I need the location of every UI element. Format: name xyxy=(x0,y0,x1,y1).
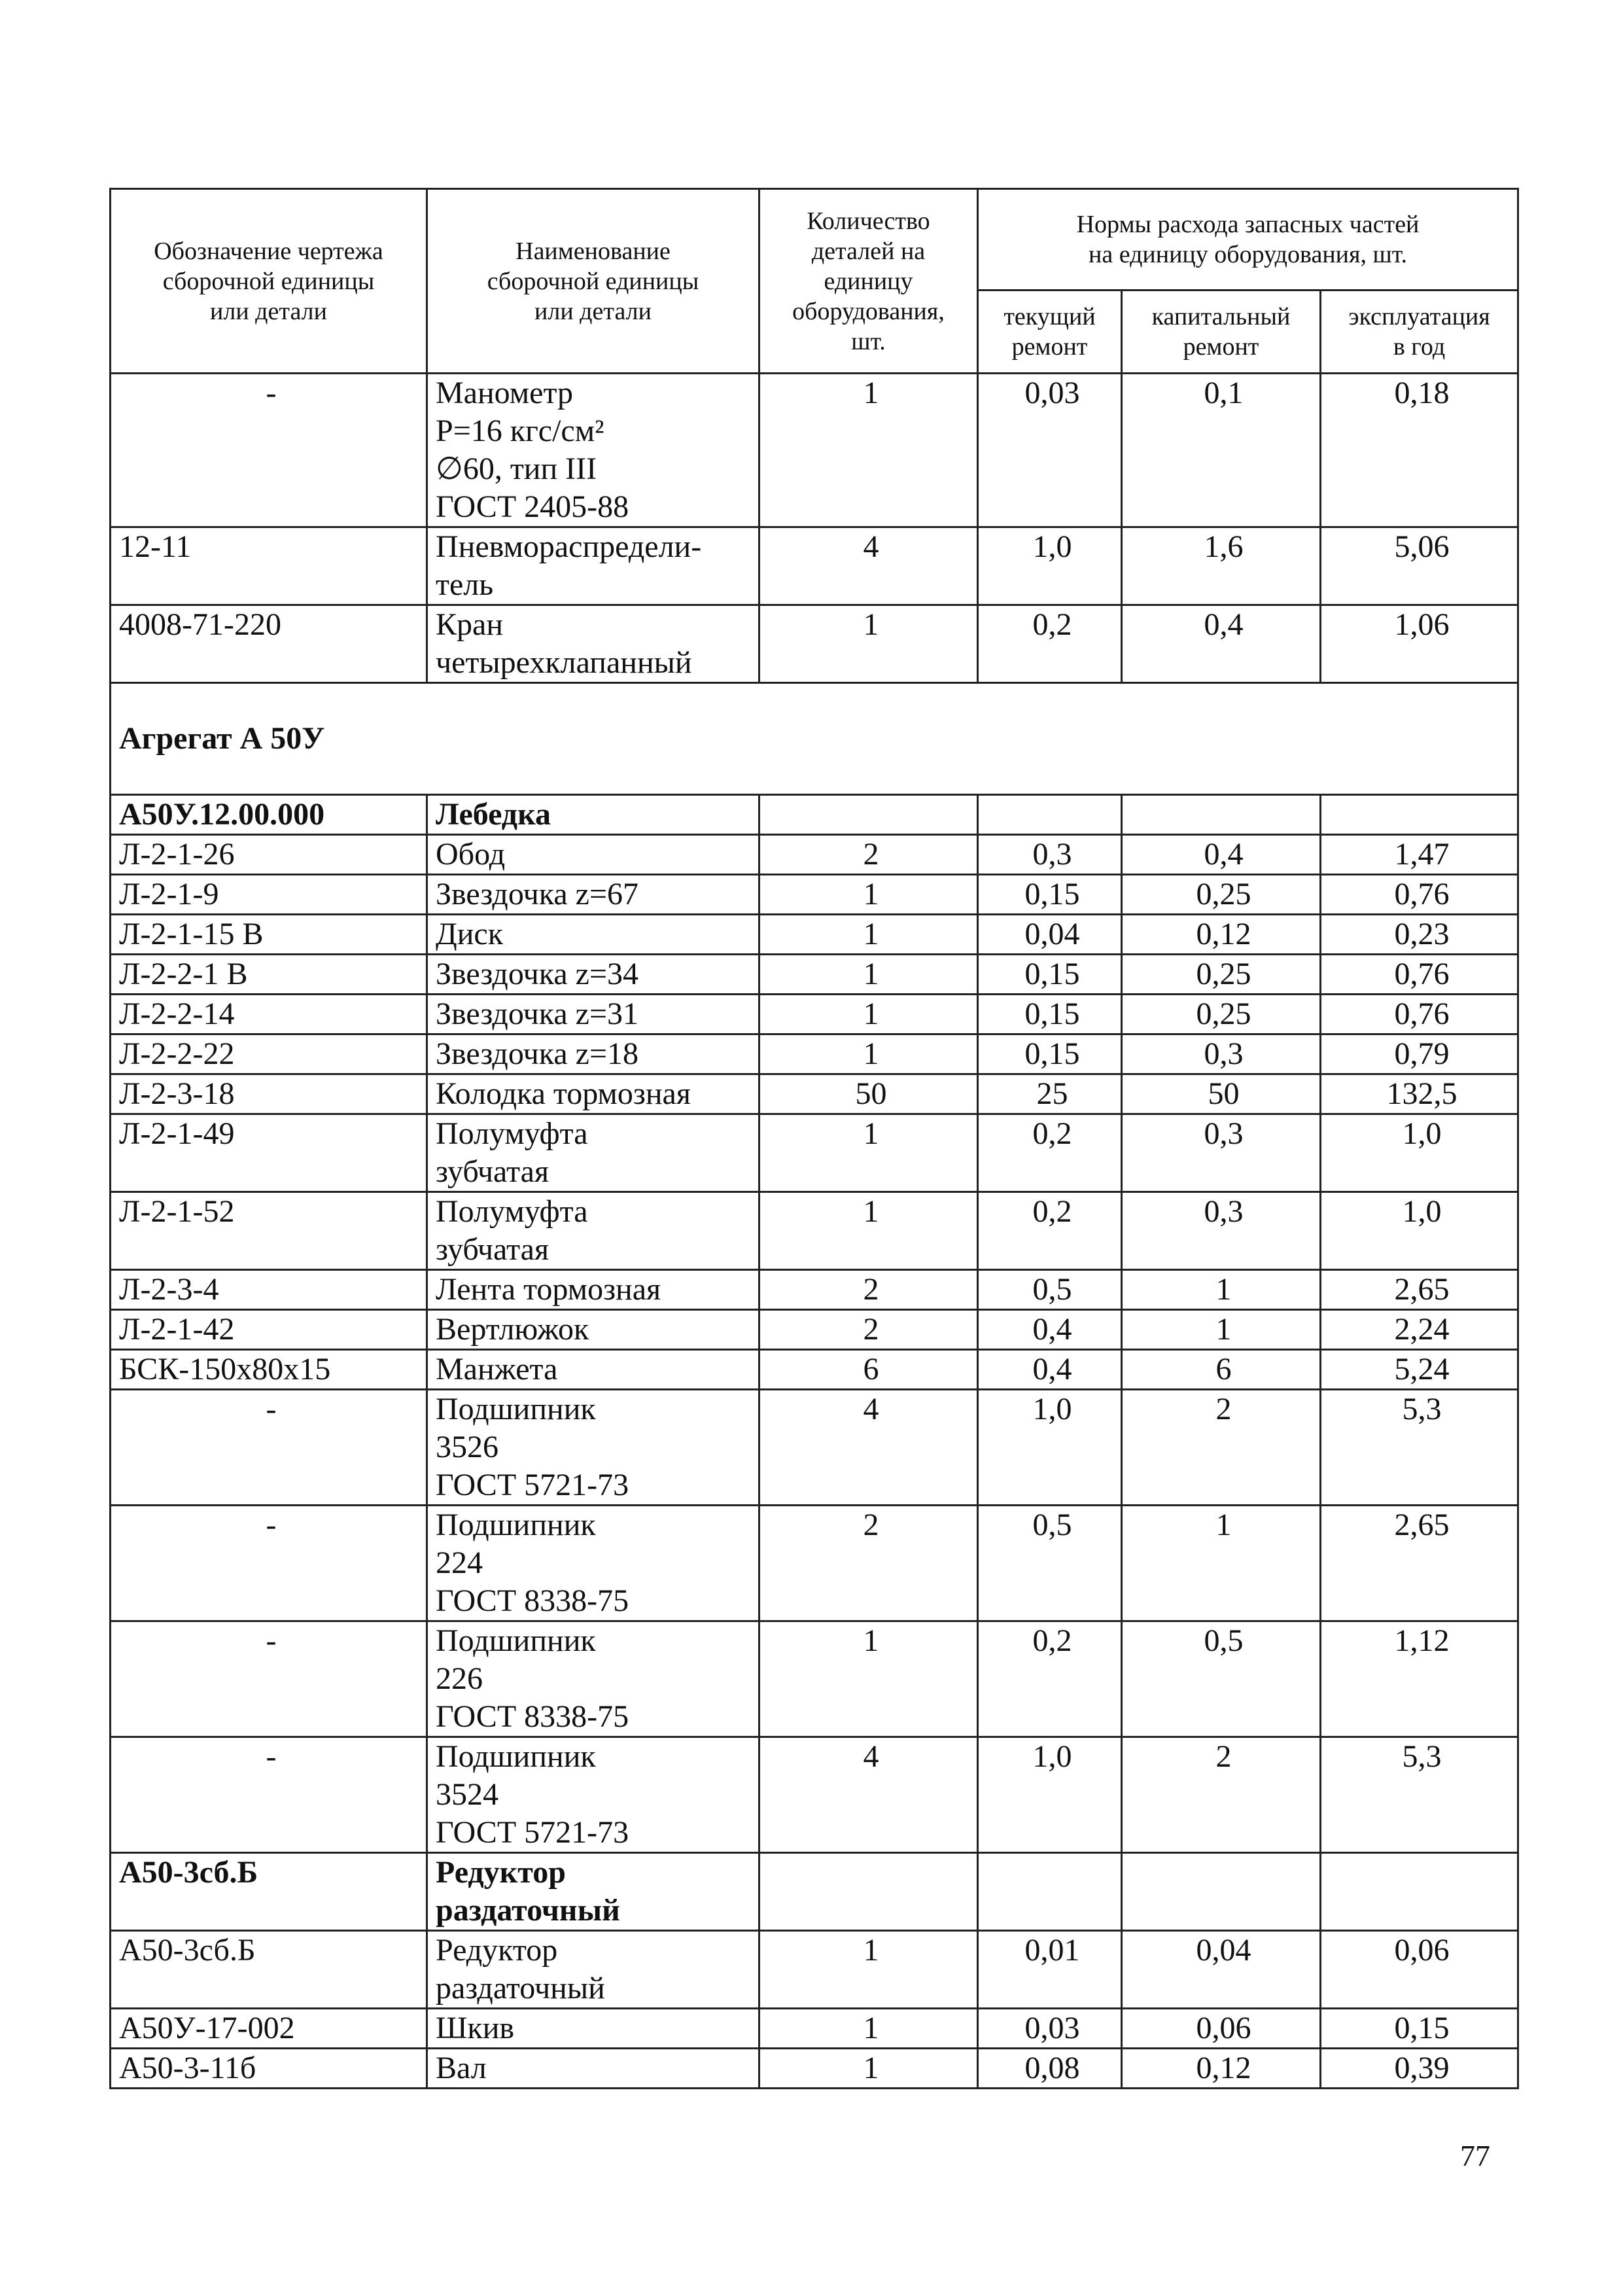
cell-designation: Л-2-1-52 xyxy=(111,1192,427,1270)
cell-designation: А50-3сб.Б xyxy=(111,1853,427,1931)
cell-operation-year: 1,12 xyxy=(1321,1621,1518,1737)
cell-capital-repair: 0,3 xyxy=(1122,1192,1321,1270)
table-row xyxy=(111,1350,1518,1390)
cell-operation-year: 1,47 xyxy=(1321,835,1518,875)
cell-designation: А50У-17-002 xyxy=(111,2009,427,2049)
cell-capital-repair: 0,1 xyxy=(1122,374,1321,527)
cell-quantity: 50 xyxy=(759,1074,978,1114)
cell-name: Шкив xyxy=(427,2009,759,2049)
cell-capital-repair: 6 xyxy=(1122,1350,1321,1390)
cell-name: Лента тормозная xyxy=(427,1270,759,1310)
cell-quantity: 2 xyxy=(759,1270,978,1310)
table-body-part1 xyxy=(111,374,1518,683)
cell-operation-year: 2,65 xyxy=(1321,1506,1518,1621)
cell-capital-repair: 1,6 xyxy=(1122,527,1321,605)
cell-operation-year: 5,3 xyxy=(1321,1390,1518,1506)
cell-operation-year: 5,24 xyxy=(1321,1350,1518,1390)
table-body-part2 xyxy=(111,795,1518,2089)
cell-quantity: 2 xyxy=(759,1310,978,1350)
cell-quantity: 2 xyxy=(759,835,978,875)
cell-operation-year: 0,76 xyxy=(1321,875,1518,915)
cell-capital-repair: 0,3 xyxy=(1122,1114,1321,1192)
cell-quantity: 1 xyxy=(759,995,978,1034)
cell-current-repair: 0,15 xyxy=(978,955,1122,995)
table-row xyxy=(111,1506,1518,1621)
cell-designation: Л-2-2-22 xyxy=(111,1034,427,1074)
spare-parts-table xyxy=(109,188,1519,2089)
cell-name: Звездочка z=67 xyxy=(427,875,759,915)
cell-name: Лебедка xyxy=(427,795,759,835)
table-row xyxy=(111,1737,1518,1853)
cell-name: Обод xyxy=(427,835,759,875)
header-quantity: Количество деталей на единицу оборудования, шт. xyxy=(759,189,978,374)
cell-current-repair: 0,15 xyxy=(978,1034,1122,1074)
cell-designation: - xyxy=(111,374,427,527)
cell-operation-year: 0,23 xyxy=(1321,915,1518,955)
cell-capital-repair: 1 xyxy=(1122,1310,1321,1350)
cell-current-repair: 1,0 xyxy=(978,1737,1122,1853)
cell-name: Подшипник 3524 ГОСТ 5721-73 xyxy=(427,1737,759,1853)
cell-name: Манжета xyxy=(427,1350,759,1390)
cell-operation-year: 5,06 xyxy=(1321,527,1518,605)
cell-name: Подшипник 3526 ГОСТ 5721-73 xyxy=(427,1390,759,1506)
table-row xyxy=(111,1074,1518,1114)
header-operation-year: эксплуатация в год xyxy=(1321,291,1518,374)
cell-current-repair: 0,03 xyxy=(978,374,1122,527)
cell-designation: Л-2-1-49 xyxy=(111,1114,427,1192)
cell-operation-year: 1,0 xyxy=(1321,1192,1518,1270)
header-capital-repair: капитальный ремонт xyxy=(1122,291,1321,374)
cell-designation: 4008-71-220 xyxy=(111,605,427,683)
cell-designation: Л-2-1-15 В xyxy=(111,915,427,955)
table-row xyxy=(111,835,1518,875)
table-row xyxy=(111,915,1518,955)
cell-designation: Л-2-1-26 xyxy=(111,835,427,875)
table-row xyxy=(111,2009,1518,2049)
group-title: Агрегат А 50У xyxy=(111,683,1518,795)
cell-capital-repair: 0,25 xyxy=(1122,995,1321,1034)
cell-operation-year: 0,39 xyxy=(1321,2049,1518,2089)
cell-name: Полумуфта зубчатая xyxy=(427,1192,759,1270)
table-row xyxy=(111,605,1518,683)
header-current-repair: текущий ремонт xyxy=(978,291,1122,374)
cell-name: Подшипник 226 ГОСТ 8338-75 xyxy=(427,1621,759,1737)
cell-name: Колодка тормозная xyxy=(427,1074,759,1114)
cell-capital-repair: 0,4 xyxy=(1122,605,1321,683)
group-section xyxy=(111,683,1518,795)
table-row xyxy=(111,1310,1518,1350)
cell-current-repair: 0,4 xyxy=(978,1310,1122,1350)
cell-current-repair: 1,0 xyxy=(978,527,1122,605)
cell-name: Звездочка z=31 xyxy=(427,995,759,1034)
cell-operation-year: 132,5 xyxy=(1321,1074,1518,1114)
cell-quantity: 4 xyxy=(759,527,978,605)
cell-designation: Л-2-2-14 xyxy=(111,995,427,1034)
cell-current-repair: 0,2 xyxy=(978,605,1122,683)
table-row xyxy=(111,1621,1518,1737)
cell-current-repair: 0,2 xyxy=(978,1192,1122,1270)
table-row xyxy=(111,374,1518,527)
cell-current-repair: 1,0 xyxy=(978,1390,1122,1506)
cell-current-repair xyxy=(978,1853,1122,1931)
cell-quantity: 1 xyxy=(759,1621,978,1737)
cell-operation-year xyxy=(1321,1853,1518,1931)
cell-capital-repair: 50 xyxy=(1122,1074,1321,1114)
cell-name: Пневмораспредели- тель xyxy=(427,527,759,605)
cell-capital-repair: 0,04 xyxy=(1122,1931,1321,2009)
cell-operation-year xyxy=(1321,795,1518,835)
cell-quantity: 2 xyxy=(759,1506,978,1621)
cell-designation: - xyxy=(111,1506,427,1621)
cell-capital-repair: 2 xyxy=(1122,1390,1321,1506)
cell-current-repair: 0,08 xyxy=(978,2049,1122,2089)
cell-operation-year: 1,06 xyxy=(1321,605,1518,683)
cell-operation-year: 0,15 xyxy=(1321,2009,1518,2049)
cell-quantity xyxy=(759,1853,978,1931)
cell-quantity: 1 xyxy=(759,374,978,527)
cell-capital-repair: 0,06 xyxy=(1122,2009,1321,2049)
cell-capital-repair: 0,3 xyxy=(1122,1034,1321,1074)
cell-operation-year: 0,79 xyxy=(1321,1034,1518,1074)
cell-designation: БСК-150х80х15 xyxy=(111,1350,427,1390)
cell-name: Диск xyxy=(427,915,759,955)
cell-quantity: 1 xyxy=(759,915,978,955)
table-row xyxy=(111,955,1518,995)
cell-quantity xyxy=(759,795,978,835)
table-row xyxy=(111,2049,1518,2089)
cell-quantity: 4 xyxy=(759,1737,978,1853)
cell-current-repair: 0,5 xyxy=(978,1506,1122,1621)
cell-current-repair: 0,3 xyxy=(978,835,1122,875)
cell-operation-year: 0,18 xyxy=(1321,374,1518,527)
cell-name: Полумуфта зубчатая xyxy=(427,1114,759,1192)
cell-current-repair: 0,4 xyxy=(978,1350,1122,1390)
cell-name: Подшипник 224 ГОСТ 8338-75 xyxy=(427,1506,759,1621)
cell-designation: Л-2-1-42 xyxy=(111,1310,427,1350)
header-norms: Нормы расхода запасных частей на единицу оборудования, шт. xyxy=(978,189,1518,291)
table-row xyxy=(111,1931,1518,2009)
cell-name: Редуктор раздаточный xyxy=(427,1931,759,2009)
cell-current-repair: 0,15 xyxy=(978,995,1122,1034)
cell-capital-repair: 0,12 xyxy=(1122,2049,1321,2089)
cell-designation: А50У.12.00.000 xyxy=(111,795,427,835)
cell-designation: Л-2-2-1 В xyxy=(111,955,427,995)
cell-designation: 12-11 xyxy=(111,527,427,605)
table-row xyxy=(111,1114,1518,1192)
cell-name: Манометр Р=16 кгс/см² ∅60, тип III ГОСТ 2405-88 xyxy=(427,374,759,527)
cell-capital-repair: 0,25 xyxy=(1122,875,1321,915)
cell-capital-repair: 2 xyxy=(1122,1737,1321,1853)
cell-capital-repair: 0,25 xyxy=(1122,955,1321,995)
cell-quantity: 4 xyxy=(759,1390,978,1506)
cell-current-repair: 0,5 xyxy=(978,1270,1122,1310)
cell-quantity: 1 xyxy=(759,605,978,683)
table-row xyxy=(111,1853,1518,1931)
header-designation: Обозначение чертежа сборочной единицы или детали xyxy=(111,189,427,374)
cell-current-repair: 0,01 xyxy=(978,1931,1122,2009)
cell-name: Вертлюжок xyxy=(427,1310,759,1350)
cell-current-repair: 0,15 xyxy=(978,875,1122,915)
cell-name: Звездочка z=18 xyxy=(427,1034,759,1074)
cell-quantity: 1 xyxy=(759,1114,978,1192)
cell-current-repair: 0,2 xyxy=(978,1114,1122,1192)
cell-quantity: 1 xyxy=(759,1192,978,1270)
cell-current-repair: 0,04 xyxy=(978,915,1122,955)
cell-quantity: 6 xyxy=(759,1350,978,1390)
table-row xyxy=(111,1034,1518,1074)
header-name: Наименование сборочной единицы или детали xyxy=(427,189,759,374)
cell-quantity: 1 xyxy=(759,2049,978,2089)
cell-designation: Л-2-1-9 xyxy=(111,875,427,915)
cell-operation-year: 0,06 xyxy=(1321,1931,1518,2009)
cell-current-repair: 25 xyxy=(978,1074,1122,1114)
cell-name: Вал xyxy=(427,2049,759,2089)
cell-quantity: 1 xyxy=(759,2009,978,2049)
cell-name: Редуктор раздаточный xyxy=(427,1853,759,1931)
table-row xyxy=(111,995,1518,1034)
cell-designation: - xyxy=(111,1737,427,1853)
cell-operation-year: 2,65 xyxy=(1321,1270,1518,1310)
cell-designation: А50-3сб.Б xyxy=(111,1931,427,2009)
cell-capital-repair: 1 xyxy=(1122,1506,1321,1621)
table-row xyxy=(111,875,1518,915)
table-row xyxy=(111,1390,1518,1506)
page-number: 77 xyxy=(1460,2139,1490,2172)
cell-operation-year: 1,0 xyxy=(1321,1114,1518,1192)
cell-capital-repair: 0,12 xyxy=(1122,915,1321,955)
cell-capital-repair: 0,5 xyxy=(1122,1621,1321,1737)
cell-quantity: 1 xyxy=(759,1931,978,2009)
cell-quantity: 1 xyxy=(759,875,978,915)
cell-name: Звездочка z=34 xyxy=(427,955,759,995)
cell-capital-repair: 1 xyxy=(1122,1270,1321,1310)
cell-quantity: 1 xyxy=(759,955,978,995)
cell-designation: А50-3-11б xyxy=(111,2049,427,2089)
cell-current-repair xyxy=(978,795,1122,835)
cell-operation-year: 0,76 xyxy=(1321,995,1518,1034)
table-row xyxy=(111,527,1518,605)
cell-designation: - xyxy=(111,1621,427,1737)
table-row xyxy=(111,1192,1518,1270)
cell-capital-repair xyxy=(1122,795,1321,835)
cell-current-repair: 0,2 xyxy=(978,1621,1122,1737)
cell-designation: - xyxy=(111,1390,427,1506)
cell-quantity: 1 xyxy=(759,1034,978,1074)
cell-designation: Л-2-3-18 xyxy=(111,1074,427,1114)
table-row xyxy=(111,1270,1518,1310)
cell-capital-repair xyxy=(1122,1853,1321,1931)
cell-name: Кран четырехклапанный xyxy=(427,605,759,683)
table-header xyxy=(111,189,1518,374)
cell-operation-year: 2,24 xyxy=(1321,1310,1518,1350)
cell-operation-year: 5,3 xyxy=(1321,1737,1518,1853)
cell-current-repair: 0,03 xyxy=(978,2009,1122,2049)
cell-designation: Л-2-3-4 xyxy=(111,1270,427,1310)
table-row xyxy=(111,795,1518,835)
cell-operation-year: 0,76 xyxy=(1321,955,1518,995)
cell-capital-repair: 0,4 xyxy=(1122,835,1321,875)
